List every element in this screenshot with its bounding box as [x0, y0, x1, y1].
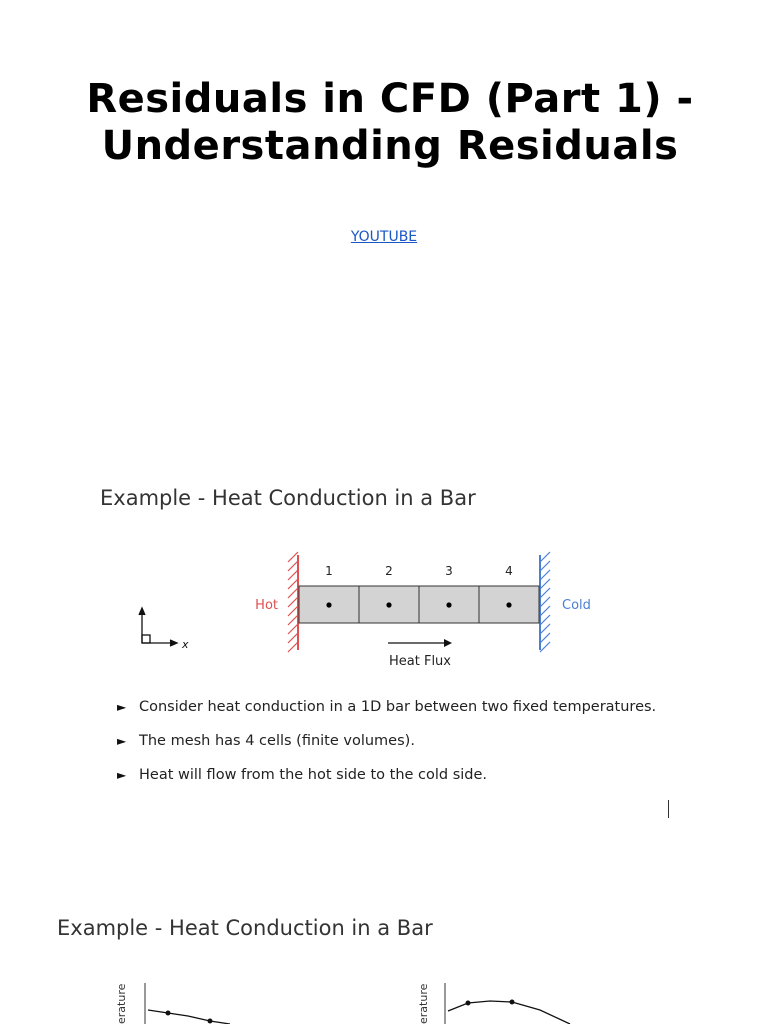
left-plot-point — [208, 1019, 213, 1024]
slide-edge-mark — [668, 800, 669, 818]
heat-flux-arrow — [388, 639, 452, 647]
cell-3-centroid — [446, 602, 451, 607]
cell-1-centroid — [326, 602, 331, 607]
cell-label-2: 2 — [385, 564, 393, 578]
youtube-link[interactable]: YOUTUBE — [350, 229, 418, 245]
right-plot-point — [510, 1000, 515, 1005]
right-plot-ylabel: erature — [417, 983, 430, 1024]
slide1-heading: Example - Heat Conduction in a Bar — [100, 486, 476, 510]
slide2-heading: Example - Heat Conduction in a Bar — [57, 916, 433, 940]
left-plot-point — [166, 1011, 171, 1016]
cold-wall-hatch — [540, 552, 550, 652]
left-plot-ylabel: erature — [115, 983, 128, 1024]
bullet-item — [117, 730, 656, 764]
cell-2-centroid — [386, 602, 391, 607]
bullet-text: Consider heat conduction in a 1D bar between two fixed temperatures. — [139, 699, 657, 715]
cell-label-4: 4 — [505, 564, 513, 578]
cell-label-1: 1 — [325, 564, 333, 578]
x-axis-label: x — [182, 638, 189, 651]
heat-conduction-diagram — [130, 550, 610, 675]
bullet-text: The mesh has 4 cells (finite volumes). — [139, 733, 415, 749]
bullet-item — [117, 696, 656, 730]
page-title: Residuals in CFD (Part 1) - Understanding Residuals — [86, 76, 694, 169]
temperature-plots-partial — [100, 975, 660, 1024]
cell-4-centroid — [506, 602, 511, 607]
heat-flux-label: Heat Flux — [389, 654, 451, 669]
triangle-bullet-icon: ► — [117, 768, 127, 782]
bullet-item — [117, 764, 656, 798]
cell-label-3: 3 — [445, 564, 453, 578]
cold-label: Cold — [562, 598, 591, 613]
left-plot-curve — [148, 1010, 230, 1024]
axes-icon — [139, 608, 177, 646]
triangle-bullet-icon: ► — [117, 734, 127, 748]
triangle-bullet-icon: ► — [117, 700, 127, 714]
hot-wall-hatch — [288, 552, 298, 652]
right-plot-point — [466, 1001, 471, 1006]
bullet-text: Heat will flow from the hot side to the cold side. — [139, 767, 488, 783]
slide1-bullets — [117, 696, 656, 798]
hot-label: Hot — [255, 598, 278, 613]
